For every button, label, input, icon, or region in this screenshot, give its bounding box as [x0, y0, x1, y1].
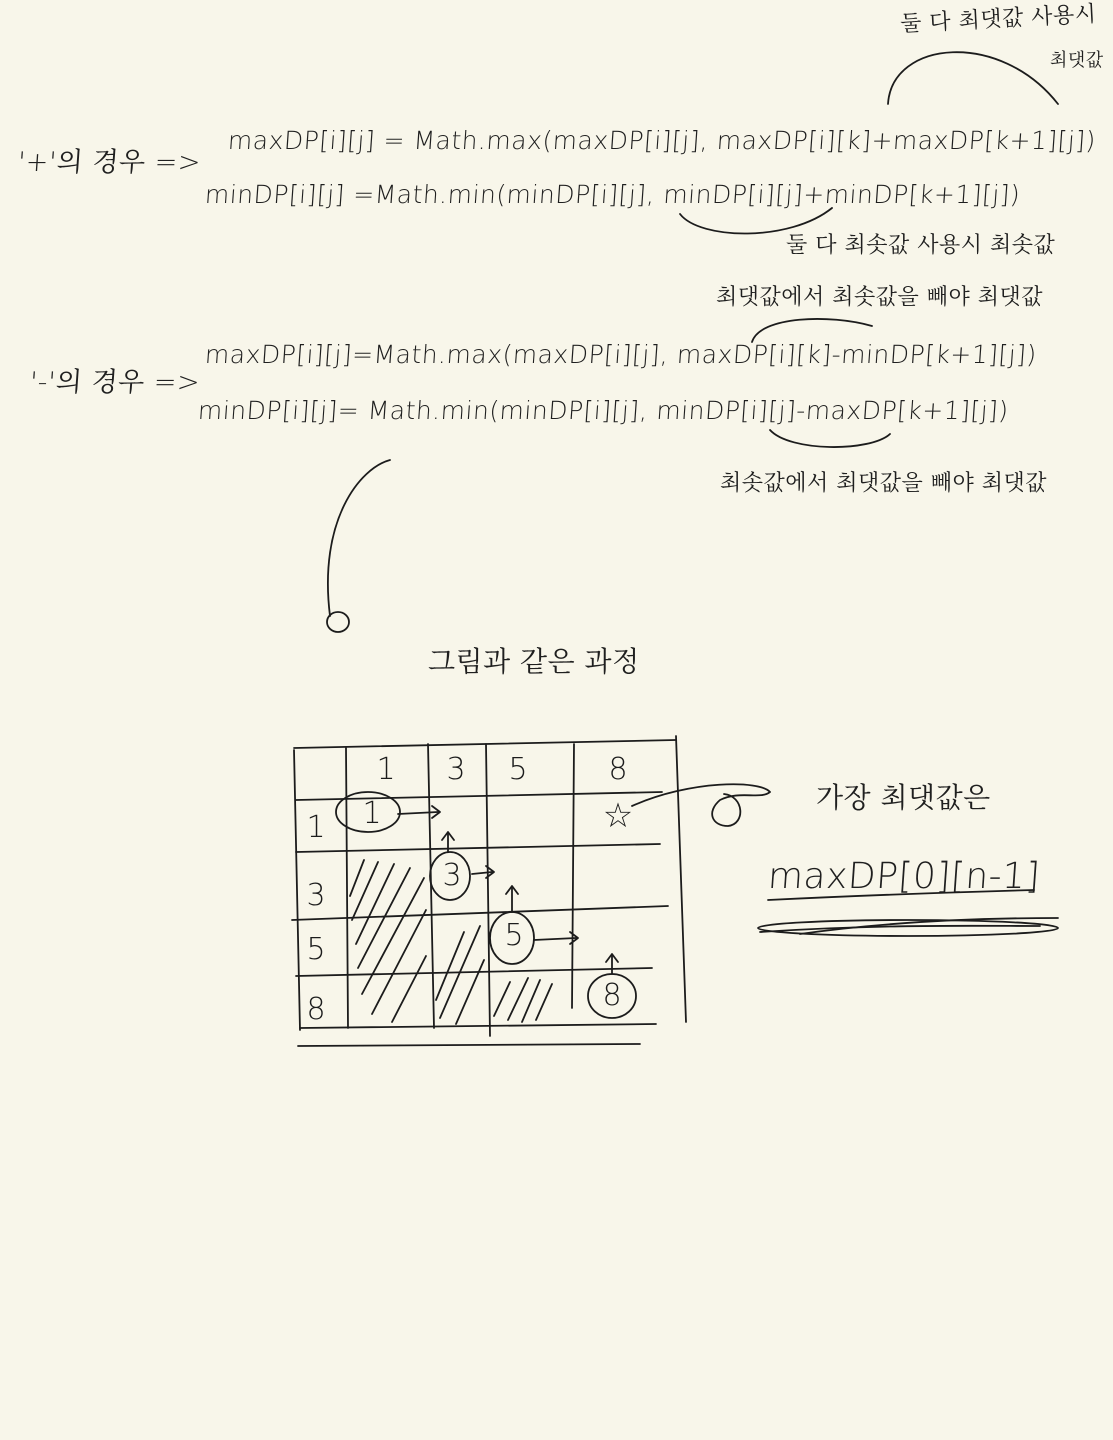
row-header-3: 5 [306, 932, 326, 967]
top-bracket-arc [888, 52, 1058, 104]
process-caption: 그림과 같은 과정 [428, 645, 640, 678]
minus-max-note: 최댓값에서 최솟값을 빼야 최댓값 [716, 285, 1044, 310]
col-header-2: 3 [446, 752, 466, 787]
top-note-line2: 최댓값 [1050, 50, 1104, 71]
col-header-3: 5 [508, 752, 528, 787]
minus-min-underline [770, 430, 890, 447]
col-header-4: 8 [608, 752, 628, 787]
diagonal-cell-2: 3 [442, 858, 462, 893]
minus-min-note: 최솟값에서 최댓값을 빼야 최댓값 [720, 471, 1048, 496]
minus-max-arc [752, 319, 872, 342]
result-underline [768, 890, 1034, 900]
arrow-loop [327, 612, 349, 632]
plus-max-formula: maxDP[i][j] = Math.max(maxDP[i][j], maxDP[i][k]+maxDP[k+1][j]) [226, 126, 1097, 155]
star-icon: ☆ [602, 796, 634, 836]
result-label: 가장 최댓값은 [816, 781, 991, 814]
curved-arrow [328, 460, 390, 616]
row-header-4: 8 [306, 992, 326, 1027]
plus-min-underline [680, 208, 832, 234]
minus-max-formula: maxDP[i][j]=Math.max(maxDP[i][j], maxDP[i][k]-minDP[k+1][j]) [203, 340, 1038, 369]
plus-min-note: 둘 다 최솟값 사용시 최솟값 [786, 233, 1056, 258]
result-formula: maxDP[0][n-1] [766, 856, 1042, 897]
row-header-1: 1 [306, 810, 326, 845]
plus-case-label: '+'의 경우 => [16, 147, 202, 178]
col-header-1: 1 [376, 752, 396, 787]
minus-case-label: '-'의 경우 => [28, 367, 202, 398]
row-header-2: 3 [306, 878, 326, 913]
diagonal-cell-3: 5 [504, 918, 524, 953]
top-note-line1: 둘 다 최댓값 사용시 [899, 1, 1098, 38]
diagonal-cell-4: 8 [602, 978, 622, 1013]
minus-min-formula: minDP[i][j]= Math.min(minDP[i][j], minDP[i][j]-maxDP[k+1][j]) [196, 396, 1010, 425]
plus-min-formula: minDP[i][j] =Math.min(minDP[i][j], minDP[i][j]+minDP[k+1][j]) [203, 180, 1022, 209]
star-pointer [632, 784, 770, 826]
diagonal-cell-1: 1 [362, 796, 382, 831]
